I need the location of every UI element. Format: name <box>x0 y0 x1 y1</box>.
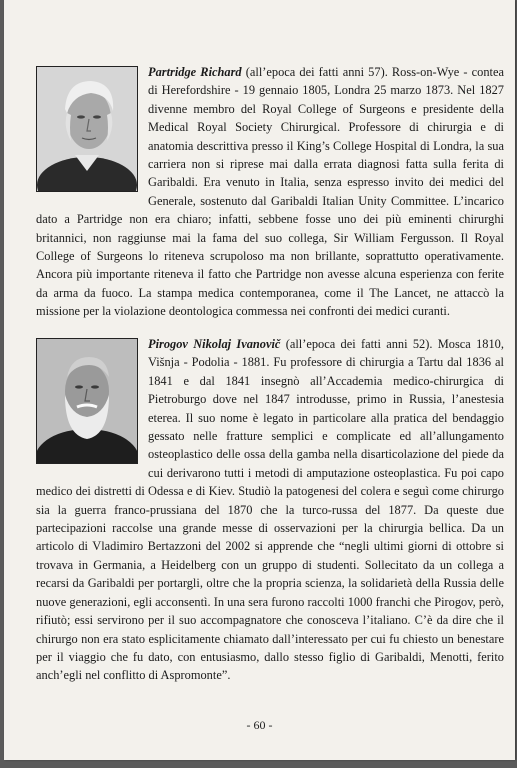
book-page <box>4 0 515 760</box>
page-number: - 60 - <box>246 718 273 732</box>
biography-pirogov <box>36 335 504 685</box>
biography-partridge <box>36 63 504 321</box>
bio-text: (all’epoca dei fatti anni 57). Ross-on-Wye - contea di Herefordshire - 19 gennaio 1805, Londra 25 marzo 1873. Nel 1827 divenne membro del Royal College of Surgeons e presidente della Medical Royal Society Chirurgical. Professore di chirurgia e di anatomia descrittiva presso il King’s College Hospital di Londra, la sua carriera non si riprese mai dalla errata diagnosi fatta sulla ferita di Garibaldi. Era venuto in Italia, senza espresso invito dei medici del Generale, sostenuto dal Garibaldi Italian Unity Committee. L’incarico dato a Partridge non era chiaro; infatti, sebbene fosse uno dei più eminenti chirurghi britannici, non raggiunse mai la fama del suo collega, Sir William Fergusson. Il Royal College of Surgeons lo riteneva scrupoloso ma non brillante, soprattutto operativamente. Ancora più importante riteneva il fatto che Partridge non avesse alcuna esperienza con ferite da arma da fuoco. La stampa medica contemporanea, come il The Lancet, ne attaccò la missione per la violazione deontologica commessa nei confronti dei medici curanti. <box>36 65 504 319</box>
bio-text: (all’epoca dei fatti anni 52). Mosca 1810, Višnja - Podolia - 1881. Fu professore di chirurgia a Tartu dal 1836 al 1841 e dal 1841 insegnò all’Accademia medico-chirurgica di Pietroburgo dove nel 1847 introdusse, primo in Russia, l’anestesia eterea. Il suo nome è legato in particolare alla pratica del bendaggio gessato nelle fratture semplici e complicate ed all’allungamento osteoplastico delle ossa della gamba nella disarticolazione del piede da cui derivarono tutti i metodi di amputazione osteoplastica. Fu poi capo medico dei distretti di Odessa e di Kiev. Studiò la patogenesi del colera e seguì come chirurgo sia la guerra franco-prussiana del 1870 che la turco-russa del 1877. Da queste due partecipazioni raccolse una grande messe di osservazioni per la chirurgia bellica. Da un articolo di Vladimiro Bertazzoni del 2002 si apprende che “negli ultimi giorni di ottobre si trovava in Germania, a Heidelberg con un gruppo di studenti. Sollecitato da un collega a recarsi da Garibaldi per portargli, oltre che la propria scienza, la solidarietà della Russia delle nuove generazioni, egli acconsentì. In una sera furono raccolti 1000 franchi che Pirogov, però, rifiutò; essi servirono per il suo accompagnatore che conosceva l’italiano. C’è da dire che il chirurgo non era stato esplicitamente chiamato dall’interessato per cui fu chiesto un benestare per il viaggio che fu dato, con entusiasmo, dallo stesso figlio di Garibaldi, Menotti, ferito anch’egli nel conflitto di Aspromonte”. <box>36 337 504 683</box>
bio-name: Partridge Richard <box>148 65 242 79</box>
portrait-partridge <box>36 66 138 192</box>
portrait-pirogov <box>36 338 138 464</box>
bio-name: Pirogov Nikolaj Ivanovič <box>148 337 281 351</box>
